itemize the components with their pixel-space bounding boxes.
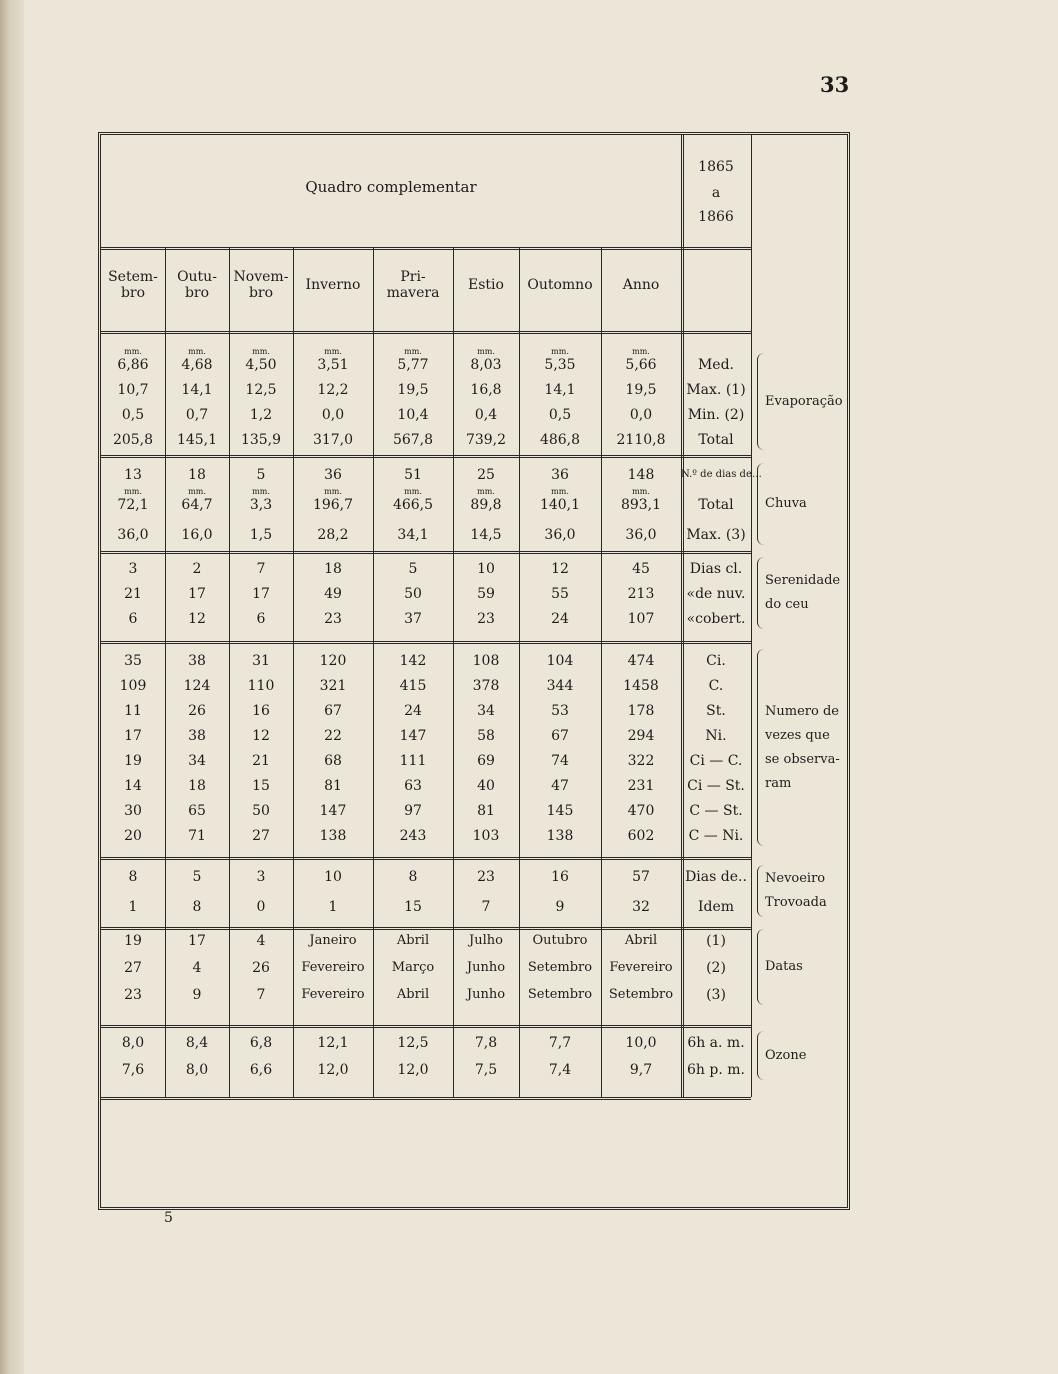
row-label: Ci — St. (687, 778, 745, 794)
table-cell: 213 (627, 586, 655, 602)
table-cell: Abril (396, 987, 430, 1002)
table-cell: 64,7 (181, 497, 213, 513)
unit-marker: mm. (404, 487, 422, 496)
column-header: Outomno (527, 277, 593, 293)
table-cell: 59 (477, 586, 495, 602)
table-cell: 231 (627, 778, 655, 794)
row-label: 6h a. m. (687, 1035, 745, 1051)
table-cell: 20 (124, 828, 142, 844)
group-brace (757, 865, 764, 917)
table-cell: 470 (627, 803, 655, 819)
table-cell: 21 (252, 753, 270, 769)
table-cell: 109 (119, 678, 147, 694)
table-cell: 0,0 (629, 407, 653, 423)
table-cell: 97 (404, 803, 422, 819)
group-label: Evaporação (765, 393, 843, 409)
table-cell: 567,8 (392, 432, 434, 448)
table-cell: 178 (627, 703, 655, 719)
table-cell: 17 (188, 933, 206, 949)
table-cell: 9,7 (629, 1062, 653, 1078)
row-label: Max. (3) (686, 527, 746, 543)
column-rule (751, 135, 752, 1097)
table-cell: 10 (324, 869, 342, 885)
unit-marker: mm. (477, 487, 495, 496)
group-label: Datas (765, 959, 803, 974)
row-label: Ci — C. (689, 753, 743, 769)
table-cell: 34 (188, 753, 206, 769)
table-cell: 26 (188, 703, 206, 719)
book-binding (0, 0, 24, 1374)
table-cell: 104 (546, 653, 574, 669)
row-rule (101, 247, 751, 250)
table-cell: 16 (551, 869, 569, 885)
table-cell: 16,0 (181, 527, 213, 543)
page-number: 33 (820, 72, 850, 97)
table-cell: 89,8 (470, 497, 502, 513)
unit-marker: mm. (404, 347, 422, 356)
unit-marker: mm. (632, 487, 650, 496)
table-cell: 148 (627, 467, 655, 483)
row-label: Max. (1) (686, 382, 746, 398)
table-cell: 7,4 (548, 1062, 572, 1078)
unit-marker: mm. (477, 347, 495, 356)
table-cell: 196,7 (312, 497, 354, 513)
table-cell: 22 (324, 728, 342, 744)
table-cell: 67 (551, 728, 569, 744)
table-cell: 7 (256, 987, 266, 1003)
table-cell: 4,50 (245, 357, 277, 373)
table-cell: 0,7 (185, 407, 209, 423)
table-cell: 36 (551, 467, 569, 483)
table-cell: 0 (256, 899, 266, 915)
table-cell: 8 (192, 899, 202, 915)
row-label: Dias cl. (689, 561, 743, 577)
table-cell: 19 (124, 933, 142, 949)
row-rule (101, 1097, 751, 1100)
table-cell: 18 (188, 778, 206, 794)
group-brace (757, 353, 764, 450)
table-cell: Abril (624, 933, 658, 948)
unit-marker: mm. (124, 487, 142, 496)
table-cell: Setembro (527, 960, 593, 975)
table-cell: 8,03 (470, 357, 502, 373)
unit-marker: mm. (252, 347, 270, 356)
table-cell: 58 (477, 728, 495, 744)
table-cell: 5,35 (544, 357, 576, 373)
table-cell: 23 (124, 987, 142, 1003)
table-cell: 140,1 (539, 497, 581, 513)
table-cell: 138 (319, 828, 347, 844)
unit-marker: mm. (124, 347, 142, 356)
row-label: (3) (706, 987, 726, 1003)
table-cell: 138 (546, 828, 574, 844)
table-cell: 14 (124, 778, 142, 794)
table-cell: 17 (252, 586, 270, 602)
table-cell: Outubro (532, 933, 588, 948)
table-cell: 32 (632, 899, 650, 915)
column-header: Outu- bro (177, 269, 217, 301)
table-cell: 5 (192, 869, 202, 885)
table-cell: Fevereiro (609, 960, 673, 975)
row-label: C — St. (689, 803, 743, 819)
table-cell: 7 (256, 561, 266, 577)
table-cell: 1,5 (249, 527, 273, 543)
table-cell: 466,5 (392, 497, 434, 513)
table-cell: 12,2 (317, 382, 349, 398)
table-cell: 36,0 (117, 527, 149, 543)
table-cell: 17 (124, 728, 142, 744)
period-start: 1865 (698, 159, 734, 175)
table-cell: 145 (546, 803, 574, 819)
table-cell: 12,0 (397, 1062, 429, 1078)
row-rule (101, 455, 751, 458)
group-brace (757, 463, 764, 545)
table-cell: 9 (555, 899, 565, 915)
table-cell: 8 (408, 869, 418, 885)
table-cell: 5 (408, 561, 418, 577)
table-cell: 10,4 (397, 407, 429, 423)
table-cell: 15 (404, 899, 422, 915)
table-cell: 243 (399, 828, 427, 844)
table-cell: 3,3 (249, 497, 273, 513)
table-cell: 0,5 (548, 407, 572, 423)
table-cell: 36,0 (544, 527, 576, 543)
table-cell: 3 (256, 869, 266, 885)
table-cell: 23 (477, 869, 495, 885)
table-cell: 49 (324, 586, 342, 602)
table-cell: 23 (324, 611, 342, 627)
group-brace (757, 1031, 764, 1080)
column-header: Setem- bro (108, 269, 158, 301)
table-cell: 26 (252, 960, 270, 976)
row-rule (101, 641, 751, 644)
table-cell: 474 (627, 653, 655, 669)
table-cell: 21 (124, 586, 142, 602)
table-cell: 15 (252, 778, 270, 794)
row-rule (101, 1025, 751, 1028)
group-label: Serenidade do ceu (765, 573, 841, 612)
row-rule (101, 857, 751, 860)
table-cell: 108 (472, 653, 500, 669)
table-cell: 6,8 (249, 1035, 273, 1051)
table-cell: 13 (124, 467, 142, 483)
table-cell: 1,2 (249, 407, 273, 423)
table-cell: 7,7 (548, 1035, 572, 1051)
table-cell: 8,0 (185, 1062, 209, 1078)
table-cell: 10,0 (625, 1035, 657, 1051)
row-label: (1) (706, 933, 726, 949)
table-cell: Fevereiro (301, 960, 365, 975)
column-header: Anno (622, 277, 660, 293)
table-cell: 205,8 (112, 432, 154, 448)
table-cell: Junho (466, 960, 506, 975)
table-cell: 23 (477, 611, 495, 627)
table-cell: 12,0 (317, 1062, 349, 1078)
column-header: Estio (468, 277, 504, 293)
table-cell: 893,1 (620, 497, 662, 513)
table-cell: 25 (477, 467, 495, 483)
table-cell: 7,6 (121, 1062, 145, 1078)
table-cell: Março (391, 960, 435, 975)
table-cell: 12,1 (317, 1035, 349, 1051)
table-cell: 6,6 (249, 1062, 273, 1078)
table-cell: 19 (124, 753, 142, 769)
table-cell: 10 (477, 561, 495, 577)
table-cell: 38 (188, 728, 206, 744)
table-cell: 24 (404, 703, 422, 719)
table-cell: 5,66 (625, 357, 657, 373)
table-cell: 3 (128, 561, 138, 577)
table-cell: Junho (466, 987, 506, 1002)
unit-marker: mm. (551, 347, 569, 356)
table-cell: 9 (192, 987, 202, 1003)
table-cell: 27 (124, 960, 142, 976)
table-cell: 14,5 (470, 527, 502, 543)
signature-mark: 5 (164, 1210, 173, 1226)
row-label: Ci. (706, 653, 726, 669)
table-cell: 147 (399, 728, 427, 744)
data-table (98, 132, 850, 1210)
table-cell: 294 (627, 728, 655, 744)
group-label: Numero de vezes que se observa- ram (765, 703, 840, 791)
table-cell: 17 (188, 586, 206, 602)
row-rule (101, 927, 751, 930)
table-cell: 36,0 (625, 527, 657, 543)
table-cell: 739,2 (465, 432, 507, 448)
column-header: Pri- mavera (386, 269, 440, 301)
group-brace (757, 557, 764, 629)
table-cell: 38 (188, 653, 206, 669)
table-cell: 47 (551, 778, 569, 794)
table-cell: 28,2 (317, 527, 349, 543)
table-cell: 4 (192, 960, 202, 976)
table-cell: 71 (188, 828, 206, 844)
table-cell: 68 (324, 753, 342, 769)
table-cell: 50 (252, 803, 270, 819)
table-cell: 10,7 (117, 382, 149, 398)
table-cell: 378 (472, 678, 500, 694)
table-cell: 7,5 (474, 1062, 498, 1078)
group-brace (757, 649, 764, 846)
table-cell: 27 (252, 828, 270, 844)
table-cell: 4,68 (181, 357, 213, 373)
table-cell: 30 (124, 803, 142, 819)
unit-marker: mm. (324, 347, 342, 356)
row-label: Total (698, 432, 734, 448)
unit-marker: mm. (324, 487, 342, 496)
table-cell: Julho (469, 933, 503, 948)
table-cell: 111 (399, 753, 427, 769)
table-cell: 12 (252, 728, 270, 744)
row-label: Total (698, 497, 734, 513)
group-label: Ozone (765, 1047, 807, 1063)
table-cell: 1458 (623, 678, 659, 694)
row-label: Dias de.. (685, 869, 747, 885)
table-cell: 2110,8 (616, 432, 666, 448)
table-cell: 4 (256, 933, 266, 949)
row-rule (101, 551, 751, 554)
table-cell: 12,5 (397, 1035, 429, 1051)
table-cell: 45 (632, 561, 650, 577)
table-cell: 50 (404, 586, 422, 602)
table-cell: 7,8 (474, 1035, 498, 1051)
table-cell: 40 (477, 778, 495, 794)
group-label: Chuva (765, 496, 807, 511)
table-cell: 11 (124, 703, 142, 719)
column-header: Inverno (305, 277, 361, 293)
table-cell: 0,4 (474, 407, 498, 423)
table-cell: 103 (472, 828, 500, 844)
table-cell: 321 (319, 678, 347, 694)
table-cell: 55 (551, 586, 569, 602)
table-cell: 135,9 (240, 432, 282, 448)
table-cell: Abril (396, 933, 430, 948)
row-label: Ni. (705, 728, 727, 744)
table-cell: 18 (324, 561, 342, 577)
table-cell: 12 (551, 561, 569, 577)
table-cell: 57 (632, 869, 650, 885)
row-label: «de nuv. (686, 586, 746, 602)
table-cell: 110 (247, 678, 275, 694)
table-cell: 120 (319, 653, 347, 669)
unit-marker: mm. (632, 347, 650, 356)
row-rule (101, 331, 751, 334)
table-cell: 317,0 (312, 432, 354, 448)
table-cell: 142 (399, 653, 427, 669)
table-cell: 36 (324, 467, 342, 483)
row-label: St. (706, 703, 726, 719)
table-cell: 65 (188, 803, 206, 819)
table-cell: 602 (627, 828, 655, 844)
table-cell: 7 (481, 899, 491, 915)
table-cell: 31 (252, 653, 270, 669)
table-cell: 8,0 (121, 1035, 145, 1051)
table-cell: 8,4 (185, 1035, 209, 1051)
table-cell: 35 (124, 653, 142, 669)
table-cell: Setembro (608, 987, 674, 1002)
table-cell: 1 (328, 899, 338, 915)
row-label: C — Ni. (688, 828, 744, 844)
row-label: (2) (706, 960, 726, 976)
table-cell: 16,8 (470, 382, 502, 398)
table-cell: 34,1 (397, 527, 429, 543)
table-cell: 12,5 (245, 382, 277, 398)
table-cell: 12 (188, 611, 206, 627)
table-cell: 51 (404, 467, 422, 483)
table-cell: 19,5 (625, 382, 657, 398)
row-label: «cobert. (686, 611, 746, 627)
table-cell: 5,77 (397, 357, 429, 373)
column-header: Novem- bro (233, 269, 289, 301)
table-cell: 63 (404, 778, 422, 794)
table-cell: 24 (551, 611, 569, 627)
table-cell: 415 (399, 678, 427, 694)
table-cell: 81 (477, 803, 495, 819)
table-cell: Setembro (527, 987, 593, 1002)
table-cell: 124 (183, 678, 211, 694)
row-label: C. (708, 678, 724, 694)
table-cell: 6,86 (117, 357, 149, 373)
group-label: Nevoeiro Trovoada (765, 871, 827, 910)
table-cell: 6 (256, 611, 266, 627)
row-label: Min. (2) (687, 407, 745, 423)
row-label: N.º de dias de… (681, 469, 762, 480)
table-cell: 0,0 (321, 407, 345, 423)
table-cell: 486,8 (539, 432, 581, 448)
row-label: Med. (697, 357, 735, 373)
table-cell: Fevereiro (301, 987, 365, 1002)
table-cell: 344 (546, 678, 574, 694)
table-cell: 3,51 (317, 357, 349, 373)
period-sep: a (711, 185, 721, 201)
table-cell: 1 (128, 899, 138, 915)
table-cell: 14,1 (544, 382, 576, 398)
unit-marker: mm. (188, 347, 206, 356)
table-cell: 18 (188, 467, 206, 483)
table-cell: 107 (627, 611, 655, 627)
table-cell: 322 (627, 753, 655, 769)
table-cell: 2 (192, 561, 202, 577)
table-cell: 67 (324, 703, 342, 719)
table-cell: 145,1 (176, 432, 218, 448)
unit-marker: mm. (551, 487, 569, 496)
table-cell: Janeiro (309, 933, 357, 948)
row-label: 6h p. m. (687, 1062, 745, 1078)
table-cell: 69 (477, 753, 495, 769)
table-cell: 81 (324, 778, 342, 794)
table-title: Quadro complementar (305, 178, 477, 196)
table-cell: 6 (128, 611, 138, 627)
table-cell: 53 (551, 703, 569, 719)
table-cell: 5 (256, 467, 266, 483)
row-label: Idem (697, 899, 735, 915)
group-brace (757, 929, 764, 1005)
table-cell: 16 (252, 703, 270, 719)
table-cell: 74 (551, 753, 569, 769)
table-cell: 0,5 (121, 407, 145, 423)
table-cell: 147 (319, 803, 347, 819)
table-cell: 14,1 (181, 382, 213, 398)
table-cell: 34 (477, 703, 495, 719)
table-cell: 8 (128, 869, 138, 885)
table-cell: 37 (404, 611, 422, 627)
unit-marker: mm. (252, 487, 270, 496)
table-cell: 72,1 (117, 497, 149, 513)
unit-marker: mm. (188, 487, 206, 496)
period-end: 1866 (698, 209, 734, 225)
table-cell: 19,5 (397, 382, 429, 398)
